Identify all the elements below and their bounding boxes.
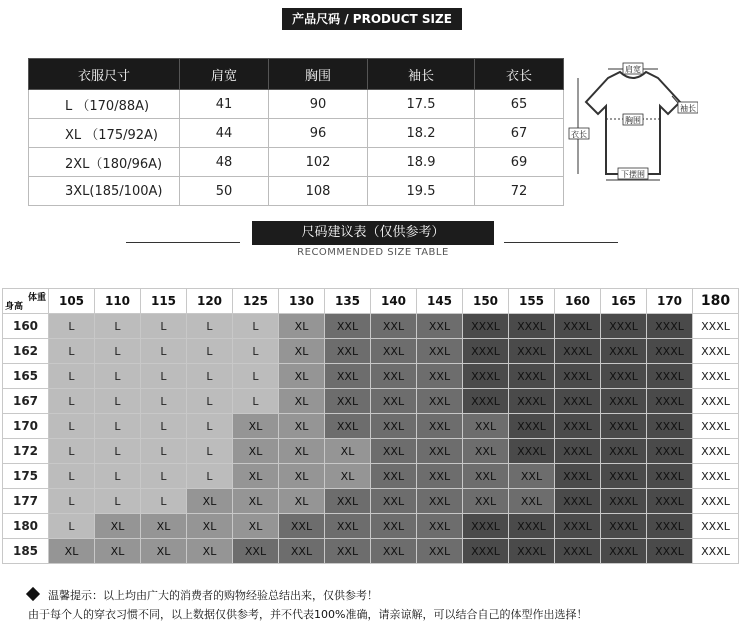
size-cell: L [233, 339, 279, 364]
size-cell: L [141, 439, 187, 464]
size-cell: XXL [371, 389, 417, 414]
size-cell: XXXL [693, 339, 739, 364]
size-cell: XXL [325, 314, 371, 339]
height-header-cell: 162 [3, 339, 49, 364]
weight-header-row [3, 289, 739, 314]
size-cell: XL [95, 514, 141, 539]
size-cell: XXXL [647, 389, 693, 414]
size-cell: XXXL [647, 464, 693, 489]
table-row [3, 464, 739, 489]
corner-cell [3, 289, 49, 314]
size-cell: XL [325, 439, 371, 464]
weight-header-cell: 140 [371, 289, 417, 314]
size-cell: L [95, 439, 141, 464]
size-cell: XL [279, 414, 325, 439]
size-cell: L [95, 339, 141, 364]
table-cell: 44 [180, 119, 269, 148]
size-cell: L [233, 314, 279, 339]
size-cell: XXXL [463, 514, 509, 539]
weight-header-cell: 145 [417, 289, 463, 314]
label-sleeve: 袖长 [680, 104, 696, 113]
size-cell: XXXL [693, 489, 739, 514]
size-cell: L [49, 439, 95, 464]
table-row [3, 514, 739, 539]
size-cell: XXL [325, 514, 371, 539]
weight-header-cell: 125 [233, 289, 279, 314]
table-row [29, 90, 564, 119]
size-cell: L [187, 439, 233, 464]
size-cell: L [141, 464, 187, 489]
table-cell: XL （175/92A) [29, 119, 180, 148]
size-cell: XXXL [555, 389, 601, 414]
height-header-cell: 160 [3, 314, 49, 339]
label-chest: 胸围 [625, 116, 641, 125]
table-cell: 90 [269, 90, 368, 119]
size-cell: XXL [325, 414, 371, 439]
size-cell: XXL [325, 364, 371, 389]
note-text: 温馨提示：以上均由广大的消费者的购物经验总结出来，仅供参考！ [48, 589, 378, 602]
size-cell: XXL [417, 364, 463, 389]
table-row [3, 539, 739, 564]
size-cell: XXXL [509, 514, 555, 539]
size-cell: XL [279, 489, 325, 514]
size-cell: L [49, 339, 95, 364]
divider [126, 242, 240, 243]
table-cell: 2XL（180/96A) [29, 148, 180, 177]
size-cell: L [141, 489, 187, 514]
size-cell: XXL [325, 389, 371, 414]
size-cell: L [141, 414, 187, 439]
size-cell: L [49, 364, 95, 389]
size-cell: XXXL [647, 489, 693, 514]
recommend-size-table [2, 288, 739, 564]
height-header-cell: 165 [3, 364, 49, 389]
size-cell: XXL [417, 489, 463, 514]
size-cell: XXXL [601, 539, 647, 564]
weight-header-cell: 115 [141, 289, 187, 314]
size-cell: XXXL [509, 414, 555, 439]
table-cell: 50 [180, 177, 269, 206]
size-cell: XXXL [693, 439, 739, 464]
size-cell: L [95, 364, 141, 389]
size-cell: XXL [371, 539, 417, 564]
size-cell: XL [325, 464, 371, 489]
size-cell: XL [187, 514, 233, 539]
size-cell: XXL [463, 439, 509, 464]
size-cell: XXXL [509, 314, 555, 339]
size-cell: XXXL [463, 389, 509, 414]
table-cell: 19.5 [368, 177, 475, 206]
size-cell: XXXL [647, 439, 693, 464]
size-cell: XL [95, 539, 141, 564]
size-cell: XXL [417, 539, 463, 564]
size-cell: XXL [417, 389, 463, 414]
page-title: 产品尺码 / PRODUCT SIZE [282, 8, 462, 30]
header-cell: 胸围 [269, 59, 368, 90]
size-cell: L [49, 514, 95, 539]
size-cell: L [141, 314, 187, 339]
size-cell: XXL [509, 489, 555, 514]
size-cell: XXXL [555, 464, 601, 489]
size-cell: L [187, 464, 233, 489]
size-cell: XL [141, 514, 187, 539]
notes [28, 586, 587, 624]
size-cell: XXL [417, 464, 463, 489]
weight-header-cell: 170 [647, 289, 693, 314]
table-cell: 69 [475, 148, 564, 177]
size-cell: XXXL [601, 439, 647, 464]
size-cell: L [187, 339, 233, 364]
table-row [3, 364, 739, 389]
size-cell: XXXL [601, 389, 647, 414]
size-cell: XXXL [555, 539, 601, 564]
size-cell: XXXL [647, 414, 693, 439]
table-row [3, 439, 739, 464]
size-cell: XL [279, 464, 325, 489]
weight-header-cell: 165 [601, 289, 647, 314]
size-cell: L [187, 414, 233, 439]
size-cell: XXXL [555, 439, 601, 464]
size-cell: L [233, 389, 279, 414]
height-header-cell: 175 [3, 464, 49, 489]
tshirt-diagram [568, 62, 698, 184]
weight-header-cell: 160 [555, 289, 601, 314]
size-cell: XXXL [555, 364, 601, 389]
height-header-cell: 170 [3, 414, 49, 439]
table-cell: 67 [475, 119, 564, 148]
size-cell: XXXL [601, 489, 647, 514]
size-cell: L [233, 364, 279, 389]
table-cell: 72 [475, 177, 564, 206]
size-cell: XL [279, 314, 325, 339]
size-cell: XXXL [601, 364, 647, 389]
size-cell: XXL [279, 514, 325, 539]
size-cell: XXXL [555, 489, 601, 514]
note-line [28, 586, 587, 605]
size-cell: L [141, 364, 187, 389]
size-cell: L [187, 389, 233, 414]
height-header-cell: 167 [3, 389, 49, 414]
size-cell: L [49, 314, 95, 339]
label-length: 衣长 [571, 130, 587, 139]
size-cell: L [49, 414, 95, 439]
weight-header-cell: 105 [49, 289, 95, 314]
table-cell: 3XL(185/100A) [29, 177, 180, 206]
size-cell: XXXL [693, 364, 739, 389]
table-row [3, 314, 739, 339]
height-header-cell: 185 [3, 539, 49, 564]
size-cell: L [49, 489, 95, 514]
size-cell: XL [233, 489, 279, 514]
size-cell: XXXL [601, 514, 647, 539]
size-cell: XXL [417, 439, 463, 464]
size-cell: XXXL [647, 339, 693, 364]
divider [504, 242, 618, 243]
height-header-cell: 177 [3, 489, 49, 514]
size-cell: XL [233, 514, 279, 539]
size-cell: L [95, 314, 141, 339]
size-cell: XL [187, 489, 233, 514]
size-cell: XXL [371, 439, 417, 464]
diamond-bullet-icon [26, 587, 40, 601]
size-cell: XXXL [647, 314, 693, 339]
size-cell: XXXL [647, 514, 693, 539]
header-cell: 衣长 [475, 59, 564, 90]
size-cell: L [95, 389, 141, 414]
size-cell: XXL [463, 414, 509, 439]
weight-header-cell: 120 [187, 289, 233, 314]
weight-header-cell: 150 [463, 289, 509, 314]
size-cell: XXXL [509, 364, 555, 389]
height-header-cell: 180 [3, 514, 49, 539]
size-cell: XL [279, 439, 325, 464]
size-cell: XL [49, 539, 95, 564]
table-cell: 65 [475, 90, 564, 119]
size-cell: XXXL [693, 314, 739, 339]
size-cell: XXXL [601, 414, 647, 439]
size-cell: XL [233, 439, 279, 464]
size-cell: XXL [233, 539, 279, 564]
table-cell: 18.9 [368, 148, 475, 177]
size-cell: XXL [417, 339, 463, 364]
size-cell: XXL [463, 489, 509, 514]
weight-header-cell: 180 [693, 289, 739, 314]
size-cell: XXL [371, 489, 417, 514]
size-cell: XXL [509, 464, 555, 489]
table-cell: 48 [180, 148, 269, 177]
size-cell: XL [233, 414, 279, 439]
size-cell: XXL [371, 339, 417, 364]
size-cell: XL [141, 539, 187, 564]
size-cell: XXXL [693, 464, 739, 489]
size-cell: XXXL [463, 339, 509, 364]
size-cell: XXL [417, 414, 463, 439]
size-cell: XXL [371, 464, 417, 489]
size-cell: XL [279, 364, 325, 389]
size-cell: XXXL [693, 389, 739, 414]
note-text: 由于每个人的穿衣习惯不同，以上数据仅供参考，并不代表100%准确，请亲谅解，可以结合自己的体型作出选择！ [28, 608, 588, 621]
size-cell: XXL [325, 489, 371, 514]
note-line [28, 605, 587, 624]
size-cell: XXL [371, 414, 417, 439]
label-shoulder: 肩宽 [625, 65, 641, 74]
table-row [3, 489, 739, 514]
size-cell: XXXL [693, 539, 739, 564]
size-cell: XXL [371, 314, 417, 339]
table-cell: L （170/88A) [29, 90, 180, 119]
size-cell: L [141, 389, 187, 414]
header-cell: 衣服尺寸 [29, 59, 180, 90]
table-cell: 96 [269, 119, 368, 148]
size-cell: L [49, 389, 95, 414]
size-cell: L [187, 314, 233, 339]
weight-header-cell: 135 [325, 289, 371, 314]
size-cell: XXXL [463, 314, 509, 339]
size-cell: L [141, 339, 187, 364]
size-cell: XXXL [693, 514, 739, 539]
size-cell: XXXL [555, 314, 601, 339]
size-cell: XXXL [509, 339, 555, 364]
table-cell: 108 [269, 177, 368, 206]
table-header-row [29, 59, 564, 90]
weight-header-cell: 130 [279, 289, 325, 314]
size-cell: XXXL [509, 539, 555, 564]
size-cell: XL [279, 339, 325, 364]
size-cell: XXL [325, 339, 371, 364]
size-cell: XXXL [601, 464, 647, 489]
size-cell: XXXL [463, 539, 509, 564]
table-cell: 18.2 [368, 119, 475, 148]
size-cell: XXL [463, 464, 509, 489]
weight-header-cell: 110 [95, 289, 141, 314]
size-cell: XXL [417, 314, 463, 339]
header-cell: 肩宽 [180, 59, 269, 90]
header-cell: 袖长 [368, 59, 475, 90]
table-cell: 17.5 [368, 90, 475, 119]
table-cell: 102 [269, 148, 368, 177]
table-row [29, 177, 564, 206]
size-cell: XL [279, 389, 325, 414]
size-cell: XXXL [601, 314, 647, 339]
size-cell: XXL [371, 514, 417, 539]
label-hem: 下摆围 [621, 170, 645, 179]
table-cell: 41 [180, 90, 269, 119]
size-cell: XL [233, 464, 279, 489]
size-cell: XXXL [555, 339, 601, 364]
table-row [29, 148, 564, 177]
table-row [3, 414, 739, 439]
height-header-cell: 172 [3, 439, 49, 464]
product-size-table [28, 58, 564, 206]
size-cell: XXXL [601, 339, 647, 364]
size-cell: XXXL [555, 514, 601, 539]
size-cell: XXL [279, 539, 325, 564]
table-row [3, 389, 739, 414]
table-row [3, 339, 739, 364]
size-cell: XXL [371, 364, 417, 389]
size-cell: XXXL [647, 364, 693, 389]
size-cell: XXXL [555, 414, 601, 439]
corner-height-label: 身高 [5, 302, 24, 312]
weight-header-cell: 155 [509, 289, 555, 314]
size-cell: XXL [325, 539, 371, 564]
size-cell: L [187, 364, 233, 389]
size-cell: L [49, 464, 95, 489]
size-cell: L [95, 414, 141, 439]
size-cell: XL [187, 539, 233, 564]
section-title: 尺码建议表（仅供参考） [252, 221, 494, 245]
size-cell: L [95, 464, 141, 489]
size-cell: XXXL [693, 414, 739, 439]
size-cell: XXXL [647, 539, 693, 564]
corner-weight-label: 体重 [27, 293, 46, 303]
table-row [29, 119, 564, 148]
section-subtitle: RECOMMENDED SIZE TABLE [297, 247, 449, 258]
size-cell: XXXL [509, 439, 555, 464]
size-cell: XXXL [509, 389, 555, 414]
size-cell: L [95, 489, 141, 514]
size-cell: XXXL [463, 364, 509, 389]
size-cell: XXL [417, 514, 463, 539]
